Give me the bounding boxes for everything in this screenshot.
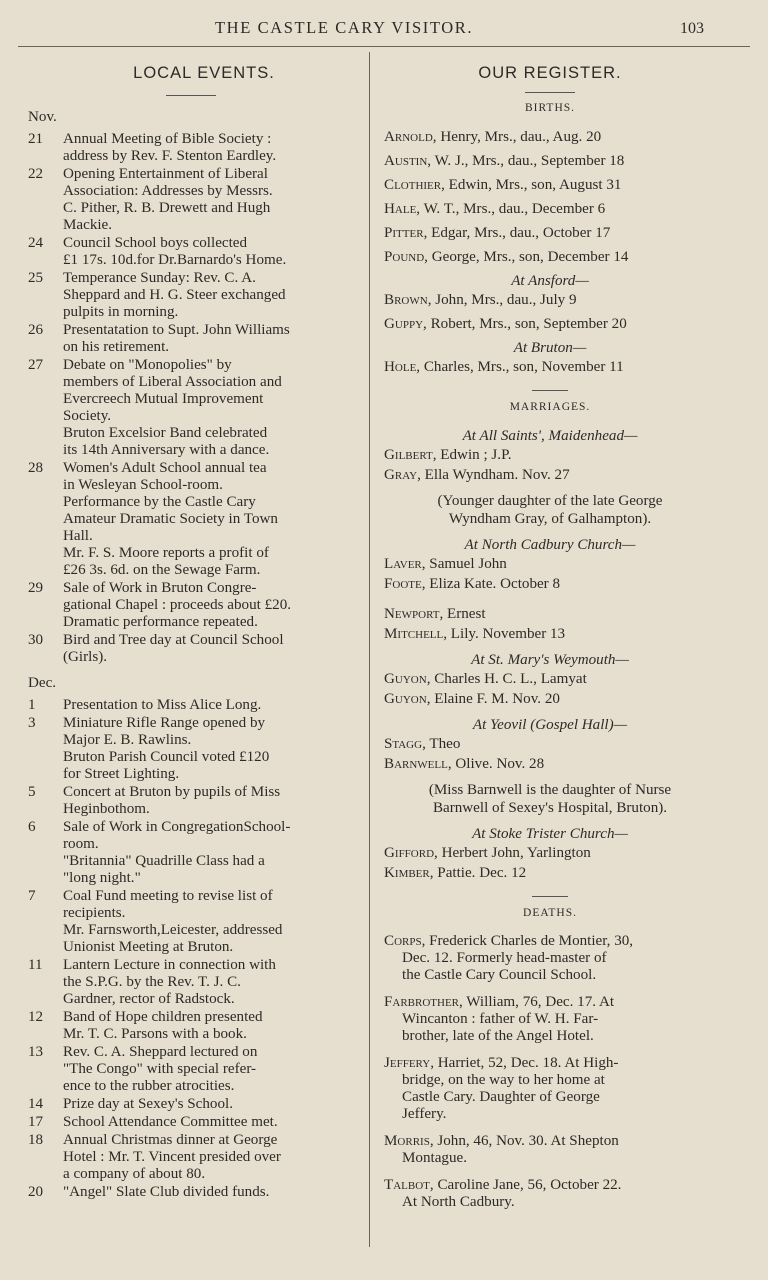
event-line: C. Pither, R. B. Drewett and Hugh xyxy=(63,200,271,216)
event-line: Hall. xyxy=(63,528,93,544)
place-heading: At St. Mary's Weymouth— xyxy=(471,652,629,668)
entry-text: , Herbert John, Yarlington xyxy=(434,845,591,861)
entry-surname: Laver xyxy=(384,556,422,572)
event-item xyxy=(28,1096,356,1113)
event-day: 12 xyxy=(28,1009,44,1025)
entry-surname: Stagg xyxy=(384,736,423,752)
event-text xyxy=(63,357,356,459)
event-line: Coal Fund meeting to revise list of xyxy=(63,888,273,904)
death-line: bridge, on the way to her home at xyxy=(402,1072,605,1088)
event-line: in Wesleyan School-room. xyxy=(63,477,223,493)
event-line: Hotel : Mr. T. Vincent presided over xyxy=(63,1149,281,1165)
event-line: gational Chapel : proceeds about £20. xyxy=(63,597,292,613)
event-day: 1 xyxy=(28,697,36,713)
register-entry xyxy=(384,755,716,773)
marriage-group xyxy=(384,651,716,708)
event-item xyxy=(28,1044,356,1095)
event-line: ence to the rubber atrocities. xyxy=(63,1078,235,1094)
entry-surname: Guyon xyxy=(384,691,427,707)
event-text xyxy=(63,819,356,887)
event-item xyxy=(28,357,356,459)
entry-text: , Edgar, Mrs., dau., October 17 xyxy=(423,225,611,241)
marriages-label: MARRIAGES. xyxy=(509,401,591,413)
event-line: Bird and Tree day at Council School xyxy=(63,632,284,648)
death-line: Jeffery. xyxy=(402,1106,447,1122)
entry-text: , Ella Wyndham. Nov. 27 xyxy=(417,467,570,483)
place-heading: At Stoke Trister Church— xyxy=(472,826,628,842)
entry-text: , Samuel John xyxy=(421,556,507,572)
death-entry xyxy=(384,1055,716,1123)
register-entry xyxy=(384,466,716,484)
event-line: "The Congo" with special refer- xyxy=(63,1061,257,1077)
register-entry xyxy=(384,224,716,242)
event-line: address by Rev. F. Stenton Eardley. xyxy=(63,148,277,164)
entry-surname: Brown xyxy=(384,292,428,308)
event-item xyxy=(28,460,356,579)
journal-title: THE CASTLE CARY VISITOR. xyxy=(215,18,474,37)
event-line: (Girls). xyxy=(63,649,108,665)
entry-surname: Gray xyxy=(384,467,418,483)
event-line: Major E. B. Rawlins. xyxy=(63,732,192,748)
heading-rule xyxy=(525,92,575,93)
column-divider xyxy=(369,52,370,1247)
entry-text: , Henry, Mrs., dau., Aug. 20 xyxy=(432,129,602,145)
event-line: Dramatic performance repeated. xyxy=(63,614,258,630)
entry-surname: Farbrother xyxy=(384,994,460,1010)
event-day: 25 xyxy=(28,270,44,286)
death-entry xyxy=(384,933,716,984)
register-entry xyxy=(384,248,716,266)
event-line: Annual Christmas dinner at George xyxy=(63,1132,278,1148)
event-day: 17 xyxy=(28,1114,44,1130)
place-heading: At Bruton— xyxy=(513,340,587,356)
event-text xyxy=(63,1009,356,1043)
entry-surname: Morris xyxy=(384,1133,430,1149)
page-number: 103 xyxy=(680,20,704,37)
entry-surname: Guyon xyxy=(384,671,427,687)
event-day: 14 xyxy=(28,1096,44,1112)
event-day: 24 xyxy=(28,235,44,251)
event-text xyxy=(63,784,356,818)
entry-surname: Mitchell xyxy=(384,626,444,642)
event-line: members of Liberal Association and xyxy=(63,374,282,390)
marriage-note xyxy=(384,492,716,528)
event-line: Heginbothom. xyxy=(63,801,150,817)
event-day: 21 xyxy=(28,131,44,147)
death-continuation xyxy=(384,1072,716,1123)
death-first-line xyxy=(384,1133,716,1150)
event-day: 20 xyxy=(28,1184,44,1200)
death-entry xyxy=(384,994,716,1045)
event-line: Concert at Bruton by pupils of Miss xyxy=(63,784,281,800)
event-line: "long night." xyxy=(63,870,141,886)
event-item xyxy=(28,819,356,887)
marriage-group xyxy=(384,427,716,528)
month-label: Nov. xyxy=(28,109,57,125)
entry-text: , Edwin, Mrs., son, August 31 xyxy=(441,177,622,193)
death-line: the Castle Cary Council School. xyxy=(402,967,597,983)
local-events-heading: LOCAL EVENTS. xyxy=(133,64,275,82)
entry-surname: Clothier xyxy=(384,177,442,193)
event-line: "Angel" Slate Club divided funds. xyxy=(63,1184,270,1200)
entry-text: , Ernest xyxy=(439,606,486,622)
register-entry xyxy=(384,315,716,333)
place-heading: At North Cadbury Church— xyxy=(464,537,636,553)
event-line: pulpits in morning. xyxy=(63,304,179,320)
place-heading: At Yeovil (Gospel Hall)— xyxy=(472,717,628,733)
event-line: Gardner, rector of Radstock. xyxy=(63,991,235,1007)
register-entry xyxy=(384,844,716,862)
death-line: Montague. xyxy=(402,1150,467,1166)
event-day: 29 xyxy=(28,580,44,596)
register-entry xyxy=(384,555,716,573)
event-line: Miniature Rifle Range opened by xyxy=(63,715,266,731)
note-line: (Miss Barnwell is the daughter of Nurse xyxy=(428,782,672,798)
event-line: £26 3s. 6d. on the Sewage Farm. xyxy=(63,562,261,578)
event-line: "Britannia" Quadrille Class had a xyxy=(63,853,265,869)
event-text xyxy=(63,322,356,356)
entry-surname: Jeffery xyxy=(384,1055,431,1071)
entry-text: , Caroline Jane, 56, October 22. xyxy=(429,1177,622,1193)
event-item xyxy=(28,322,356,356)
event-line: its 14th Anniversary with a dance. xyxy=(63,442,270,458)
event-day: 18 xyxy=(28,1132,44,1148)
death-continuation xyxy=(384,1150,716,1167)
entry-surname: Guppy xyxy=(384,316,424,332)
event-item xyxy=(28,697,356,714)
births-ansford-group xyxy=(384,272,716,333)
event-line: Opening Entertainment of Liberal xyxy=(63,166,268,182)
deaths-list xyxy=(384,933,716,1211)
event-item xyxy=(28,1009,356,1043)
event-line: Mackie. xyxy=(63,217,113,233)
death-entry xyxy=(384,1177,716,1211)
event-line: Band of Hope children presented xyxy=(63,1009,263,1025)
event-item xyxy=(28,1114,356,1131)
entry-text: , John, 46, Nov. 30. At Shepton xyxy=(429,1133,619,1149)
register-entry xyxy=(384,152,716,170)
death-continuation xyxy=(384,950,716,984)
event-line: Rev. C. A. Sheppard lectured on xyxy=(63,1044,258,1060)
event-line: recipients. xyxy=(63,905,126,921)
marriage-note xyxy=(384,781,716,817)
death-first-line xyxy=(384,933,716,950)
death-first-line xyxy=(384,994,716,1011)
entry-surname: Arnold xyxy=(384,129,433,145)
death-line: Dec. 12. Formerly head-master of xyxy=(402,950,607,966)
marriages-list xyxy=(384,427,716,882)
event-text xyxy=(63,1096,356,1113)
note-line: (Younger daughter of the late George xyxy=(437,493,663,509)
event-line: Unionist Meeting at Bruton. xyxy=(63,939,234,955)
register-heading: OUR REGISTER. xyxy=(478,64,622,82)
entry-text: , Edwin ; J.P. xyxy=(432,447,512,463)
death-continuation xyxy=(384,1011,716,1045)
event-line: Presentation to Miss Alice Long. xyxy=(63,697,262,713)
running-head xyxy=(0,18,768,42)
entry-text: , William, 76, Dec. 17. At xyxy=(459,994,615,1010)
entry-text: , John, Mrs., dau., July 9 xyxy=(427,292,577,308)
note-line: Wyndham Gray, of Galhampton). xyxy=(448,511,652,527)
entry-surname: Gilbert xyxy=(384,447,433,463)
event-line: Sale of Work in CongregationSchool- xyxy=(63,819,291,835)
register-entry xyxy=(384,176,716,194)
births-list xyxy=(384,128,716,266)
entry-text: , George, Mrs., son, December 14 xyxy=(424,249,629,265)
entry-surname: Hale xyxy=(384,201,417,217)
event-text xyxy=(63,1132,356,1183)
events-list xyxy=(28,108,356,1201)
event-text xyxy=(63,131,356,165)
event-line: Sheppard and H. G. Steer exchanged xyxy=(63,287,286,303)
births-label: BIRTHS. xyxy=(524,102,576,114)
entry-surname: Gifford xyxy=(384,845,435,861)
event-line: Evercreech Mutual Improvement xyxy=(63,391,264,407)
register-entry xyxy=(384,690,716,708)
event-line: Annual Meeting of Bible Society : xyxy=(63,131,272,147)
entry-text: , Harriet, 52, Dec. 18. At High- xyxy=(430,1055,619,1071)
section-rule xyxy=(532,896,568,897)
entry-text: , W. T., Mrs., dau., December 6 xyxy=(416,201,606,217)
entry-surname: Pound xyxy=(384,249,425,265)
event-item xyxy=(28,1132,356,1183)
register-entry xyxy=(384,358,716,376)
death-entry xyxy=(384,1133,716,1167)
event-line: for Street Lighting. xyxy=(63,766,180,782)
register-entry xyxy=(384,446,716,464)
deaths-label: DEATHS. xyxy=(523,907,577,919)
place-heading: At All Saints', Maidenhead— xyxy=(462,428,638,444)
marriage-group xyxy=(384,716,716,817)
event-item xyxy=(28,131,356,165)
event-day: 27 xyxy=(28,357,44,373)
entry-text: , Lily. November 13 xyxy=(443,626,566,642)
event-day: 7 xyxy=(28,888,36,904)
entry-surname: Foote xyxy=(384,576,422,592)
death-line: At North Cadbury. xyxy=(402,1194,515,1210)
entry-surname: Corps xyxy=(384,933,422,949)
event-line: Mr. T. C. Parsons with a book. xyxy=(63,1026,247,1042)
entry-text: , Frederick Charles de Montier, 30, xyxy=(421,933,634,949)
event-line: on his retirement. xyxy=(63,339,170,355)
event-day: 5 xyxy=(28,784,36,800)
month-label: Dec. xyxy=(28,675,57,691)
event-line: Association: Addresses by Messrs. xyxy=(63,183,273,199)
event-line: Debate on "Monopolies" by xyxy=(63,357,232,373)
event-day: 30 xyxy=(28,632,44,648)
entry-surname: Kimber xyxy=(384,865,430,881)
entry-text: , Eliza Kate. October 8 xyxy=(421,576,561,592)
event-day: 13 xyxy=(28,1044,44,1060)
births-bruton-group xyxy=(384,339,716,376)
event-item xyxy=(28,784,356,818)
entry-text: , Elaine F. M. Nov. 20 xyxy=(426,691,560,707)
death-line: Castle Cary. Daughter of George xyxy=(402,1089,600,1105)
death-first-line xyxy=(384,1055,716,1072)
death-first-line xyxy=(384,1177,716,1194)
section-rule xyxy=(532,390,568,391)
event-line: Society. xyxy=(63,408,112,424)
event-line: a company of about 80. xyxy=(63,1166,206,1182)
event-item xyxy=(28,957,356,1008)
event-line: Prize day at Sexey's School. xyxy=(63,1096,233,1112)
note-line: Barnwell of Sexey's Hospital, Bruton). xyxy=(432,800,668,816)
death-continuation xyxy=(384,1194,716,1211)
event-line: Performance by the Castle Cary xyxy=(63,494,256,510)
register-column xyxy=(384,60,716,1221)
marriage-group xyxy=(384,536,716,643)
register-entry xyxy=(384,735,716,753)
register-entry xyxy=(384,128,716,146)
register-entry xyxy=(384,200,716,218)
event-line: room. xyxy=(63,836,99,852)
event-item xyxy=(28,270,356,321)
event-text xyxy=(63,715,356,783)
event-text xyxy=(63,166,356,234)
event-line: Women's Adult School annual tea xyxy=(63,460,267,476)
event-line: Council School boys collected xyxy=(63,235,248,251)
register-entry xyxy=(384,291,716,309)
event-line: Mr. Farnsworth,Leicester, addressed xyxy=(63,922,283,938)
event-text xyxy=(63,460,356,579)
entry-text: , Robert, Mrs., son, September 20 xyxy=(423,316,627,332)
event-line: Presentatation to Supt. John Williams xyxy=(63,322,290,338)
event-text xyxy=(63,632,356,666)
event-text xyxy=(63,270,356,321)
event-line: Sale of Work in Bruton Congre- xyxy=(63,580,257,596)
event-text xyxy=(63,697,356,714)
entry-text: , Charles, Mrs., son, November 11 xyxy=(416,359,624,375)
entry-text: , Theo xyxy=(422,736,461,752)
event-text xyxy=(63,580,356,631)
event-line: the S.P.G. by the Rev. T. J. C. xyxy=(63,974,241,990)
event-line: Amateur Dramatic Society in Town xyxy=(63,511,278,527)
death-line: brother, late of the Angel Hotel. xyxy=(402,1028,594,1044)
entry-text: , Pattie. Dec. 12 xyxy=(429,865,527,881)
event-line: Temperance Sunday: Rev. C. A. xyxy=(63,270,256,286)
event-line: Lantern Lecture in connection with xyxy=(63,957,276,973)
entry-surname: Austin xyxy=(384,153,428,169)
header-rule xyxy=(18,46,750,47)
entry-surname: Newport xyxy=(384,606,440,622)
death-line: Wincanton : father of W. H. Far- xyxy=(402,1011,599,1027)
event-item xyxy=(28,888,356,956)
entry-text: , Olive. Nov. 28 xyxy=(447,756,545,772)
event-line: Bruton Excelsior Band celebrated xyxy=(63,425,268,441)
event-text xyxy=(63,888,356,956)
event-item xyxy=(28,580,356,631)
event-item xyxy=(28,715,356,783)
event-item xyxy=(28,166,356,234)
register-entry xyxy=(384,605,716,623)
entry-surname: Talbot xyxy=(384,1177,430,1193)
place-heading: At Ansford— xyxy=(511,273,589,289)
event-text xyxy=(63,1184,356,1201)
register-entry xyxy=(384,625,716,643)
register-entry xyxy=(384,575,716,593)
event-day: 28 xyxy=(28,460,44,476)
event-day: 6 xyxy=(28,819,36,835)
event-text xyxy=(63,957,356,1008)
register-entry xyxy=(384,670,716,688)
event-text xyxy=(63,235,356,269)
event-day: 11 xyxy=(28,957,43,973)
event-line: Mr. F. S. Moore reports a profit of xyxy=(63,545,269,561)
event-item xyxy=(28,235,356,269)
event-text xyxy=(63,1044,356,1095)
event-day: 26 xyxy=(28,322,44,338)
event-line: Bruton Parish Council voted £120 xyxy=(63,749,270,765)
entry-text: , W. J., Mrs., dau., September 18 xyxy=(427,153,625,169)
event-line: School Attendance Committee met. xyxy=(63,1114,278,1130)
entry-surname: Pitter xyxy=(384,225,424,241)
entry-text: , Charles H. C. L., Lamyat xyxy=(426,671,587,687)
event-line: £1 17s. 10d.for Dr.Barnardo's Home. xyxy=(63,252,287,268)
event-text xyxy=(63,1114,356,1131)
event-item xyxy=(28,632,356,666)
event-item xyxy=(28,1184,356,1201)
entry-surname: Hole xyxy=(384,359,417,375)
register-entry xyxy=(384,864,716,882)
local-events-column xyxy=(28,60,356,1202)
marriage-group xyxy=(384,825,716,882)
entry-surname: Barnwell xyxy=(384,756,448,772)
heading-rule xyxy=(166,95,216,96)
event-day: 3 xyxy=(28,715,36,731)
event-day: 22 xyxy=(28,166,44,182)
